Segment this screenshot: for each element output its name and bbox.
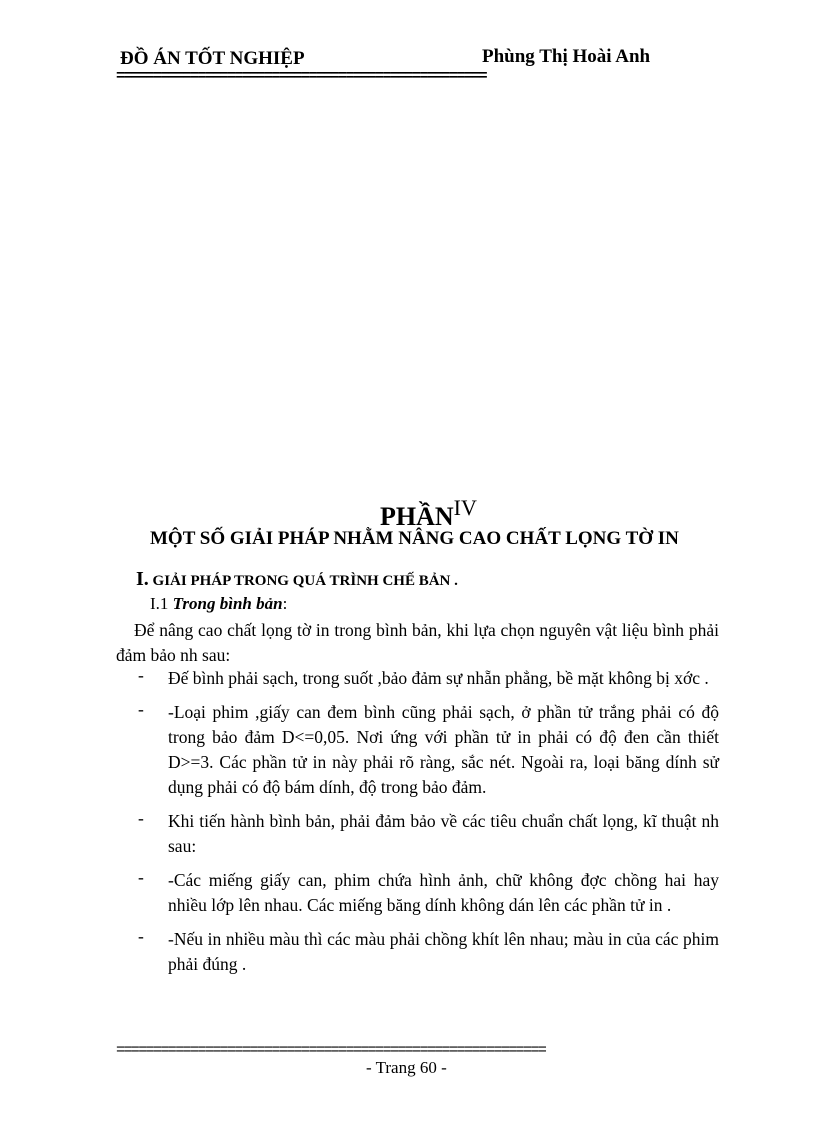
list-item — [138, 868, 719, 918]
intro-paragraph: Để nâng cao chất lọng tờ in trong bình bản, khi lựa chọn nguyên vật liệu bình phải đảm bảo nh sau: — [116, 620, 719, 665]
page-number: - Trang 60 - — [366, 1058, 447, 1077]
list-item — [138, 700, 719, 800]
section-title: GIẢI PHÁP TRONG QUÁ TRÌNH CHẾ BẢN . — [152, 573, 458, 589]
list-item — [138, 809, 719, 859]
bullet-dash: - — [138, 867, 144, 887]
bullet-dash: - — [138, 699, 144, 719]
bullet-dash: - — [138, 926, 144, 946]
list-item — [138, 927, 719, 977]
bullet-list — [138, 666, 719, 986]
bullet-dash: - — [138, 808, 144, 828]
header-title: ĐỒ ÁN TỐT NGHIỆP — [120, 48, 305, 69]
subsection-heading — [150, 594, 287, 614]
header-author: Phùng Thị Hoài Anh — [482, 46, 651, 67]
section-heading — [136, 568, 458, 591]
part-label: PHẦN — [380, 502, 454, 531]
list-item-text: -Loại phim ,giấy can đem bình cũng phải sạch, ở phần tử trắng phải có độ trong bảo đảm D<=0,05. Nơi ứng với phần tử in phải có độ đen cần thiết D>=3. Các phần tử in này phải rõ ràng, sắc nét. Ngoài ra, loại băng dính sử dụng phải có độ bám dính, độ trong bảo đảm. — [168, 702, 719, 797]
bullet-dash: - — [138, 665, 144, 685]
list-item-text: Đế bình phải sạch, trong suốt ,bảo đảm sự nhẵn phẳng, bề mặt không bị xớc . — [168, 668, 709, 688]
list-item-text: -Các miếng giấy can, phim chứa hình ảnh, chữ không đợc chồng hai hay nhiều lớp lên nhau. Các miếng băng dính không dán lên các phần tử in . — [168, 870, 719, 915]
subsection-title: Trong bình bản — [172, 594, 283, 613]
header-rule: ================================================== — [116, 70, 487, 84]
part-number: IV — [453, 495, 477, 520]
list-item-text: -Nếu in nhiều màu thì các màu phải chồng khít lên nhau; màu in của các phim phải đúng . — [168, 929, 719, 974]
section-numeral: I. — [136, 568, 149, 590]
footer-rule: ========================================================== — [116, 1044, 546, 1058]
subsection-number: I.1 — [150, 594, 169, 613]
part-subtitle: MỘT SỐ GIẢI PHÁP NHẰM NÂNG CAO CHẤT LỌNG TỜ IN — [150, 528, 679, 549]
list-item — [138, 666, 719, 691]
subsection-colon: : — [282, 594, 288, 613]
list-item-text: Khi tiến hành bình bản, phải đảm bảo về các tiêu chuẩn chất lọng, kĩ thuật nh sau: — [168, 811, 719, 856]
